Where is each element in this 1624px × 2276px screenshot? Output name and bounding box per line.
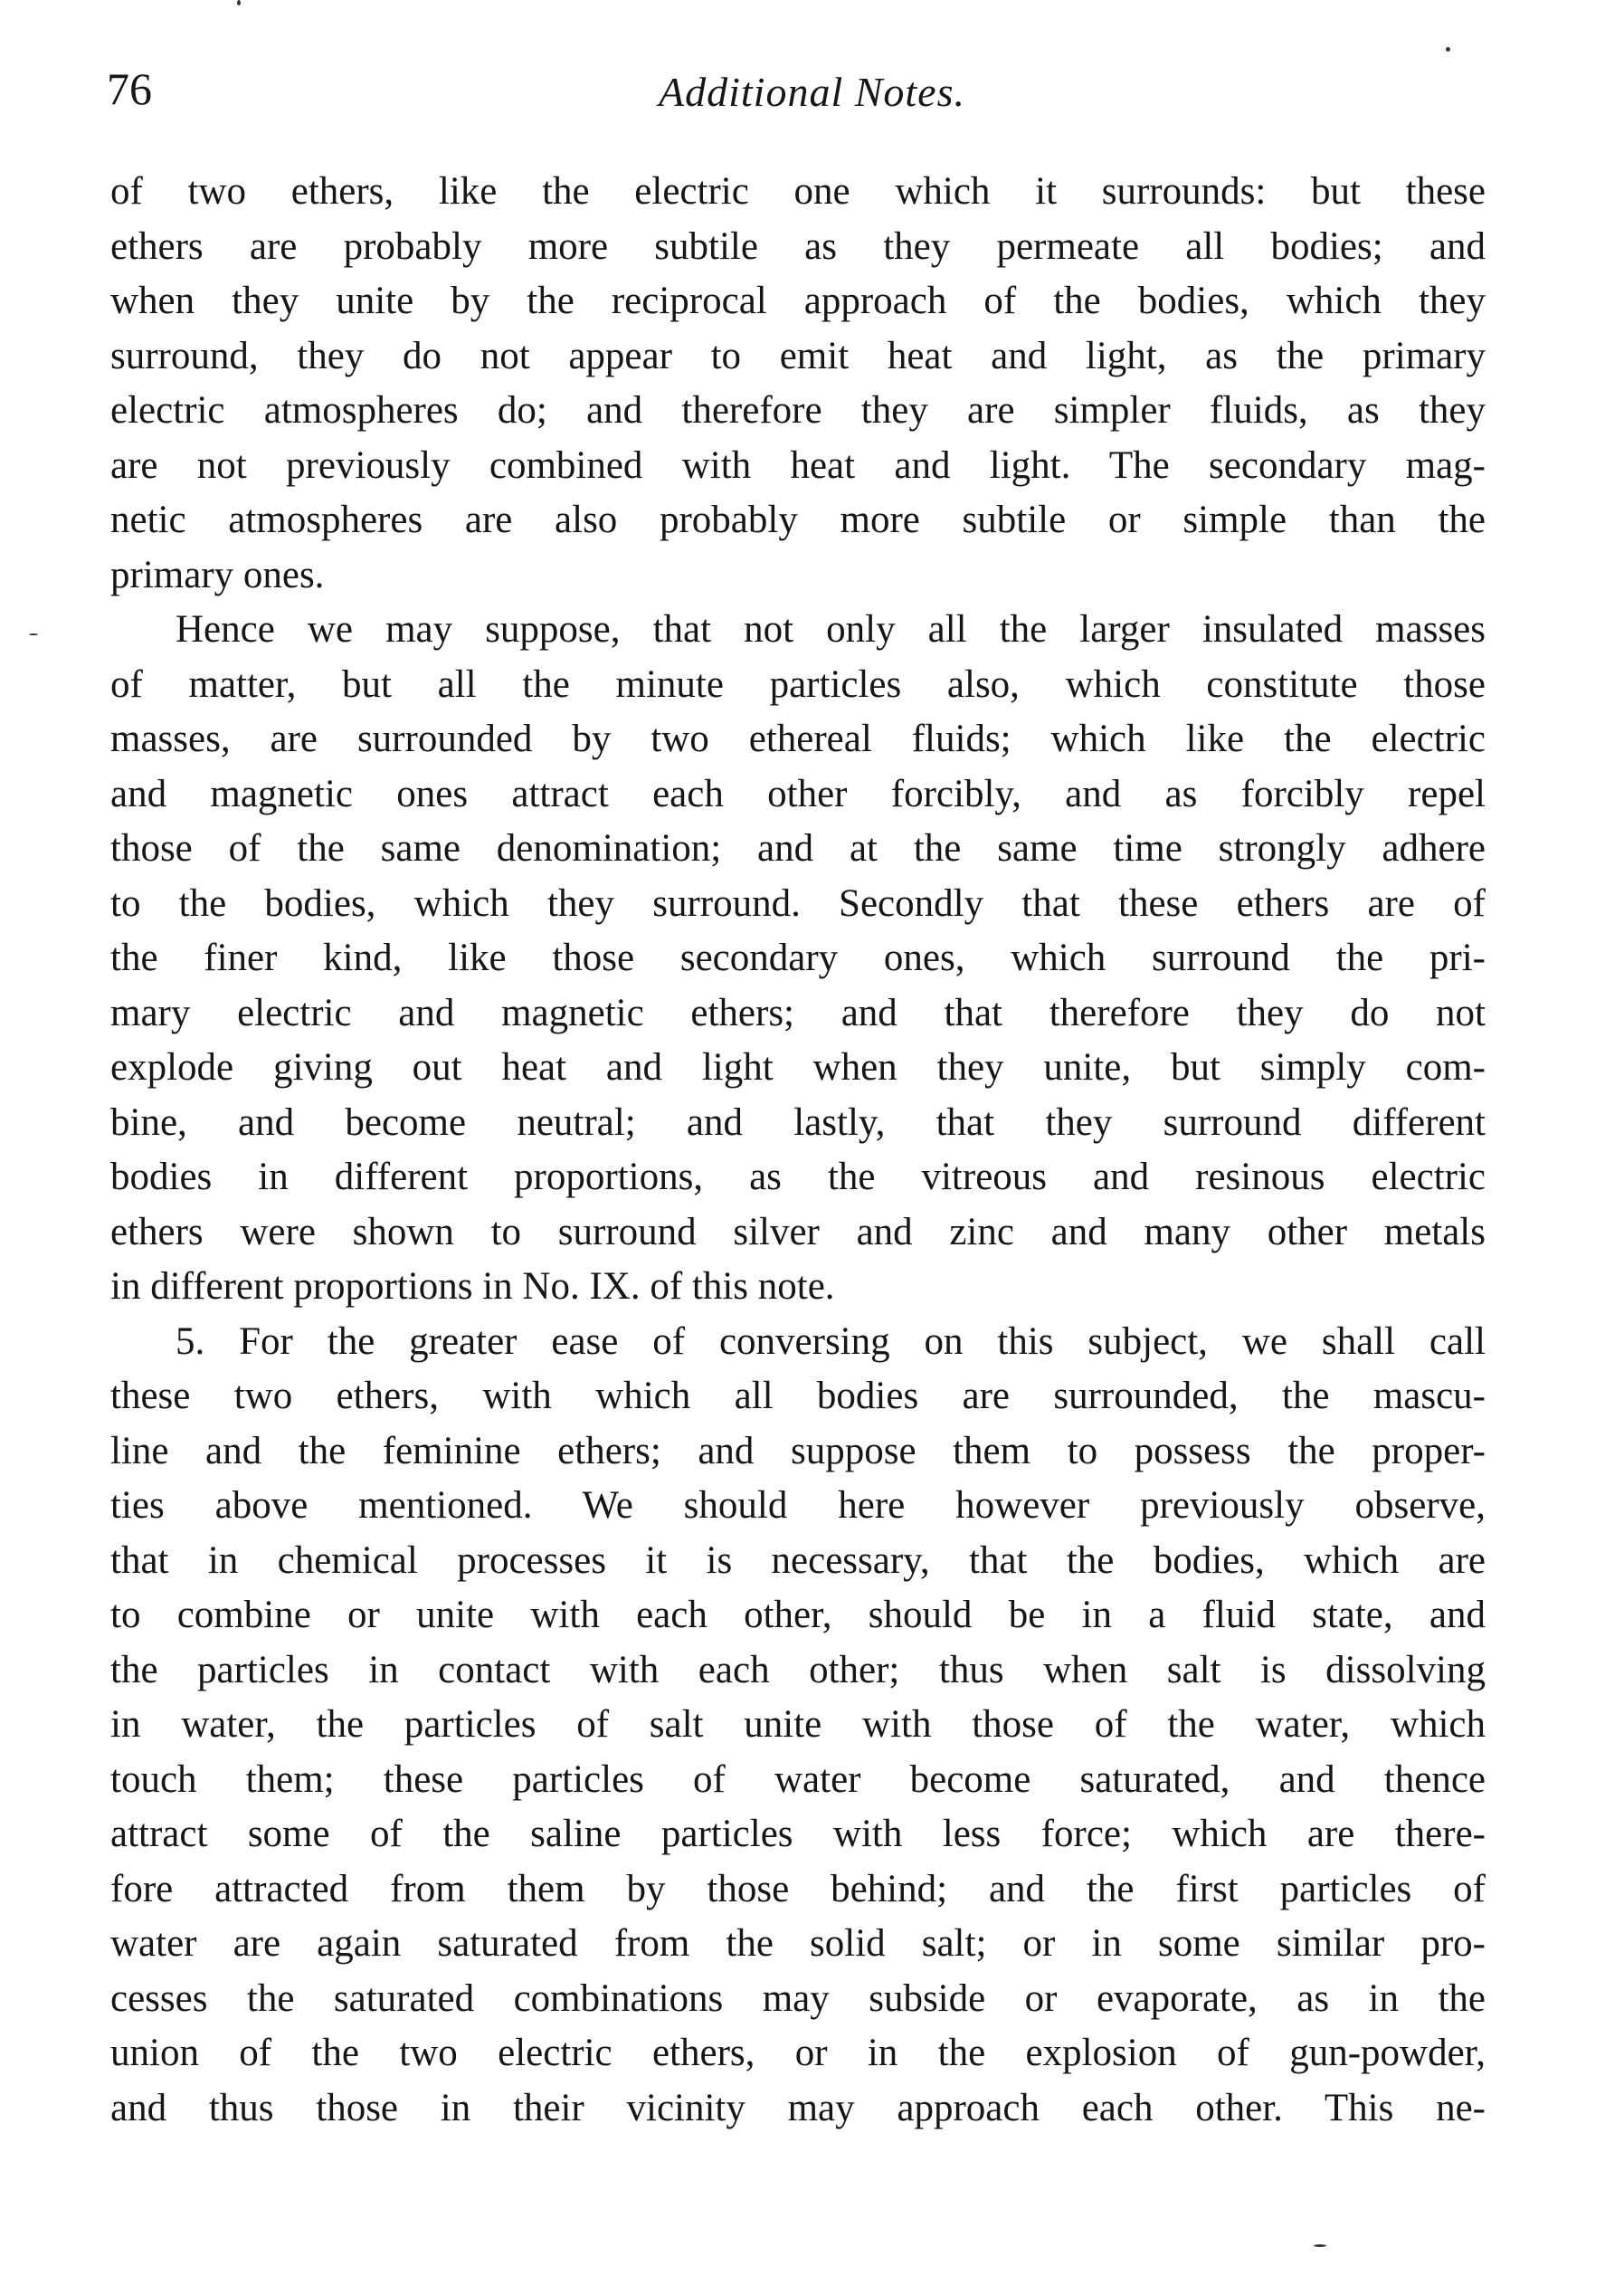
text-line: cesses the saturated combinations may subside or evaporate, as in the [110, 1976, 1486, 2020]
text-line: ties above mentioned. We should here however previously observe, [110, 1484, 1486, 1527]
text-line: and thus those in their vicinity may approach each other. This ne- [110, 2086, 1486, 2129]
text-line: masses, are surrounded by two ethereal fluids; which like the electric [110, 718, 1486, 760]
text-line: the particles in contact with each other; thus when salt is dissolving [110, 1648, 1486, 1691]
text-line: bine, and become neutral; and lastly, that they surround different [110, 1100, 1486, 1144]
paragraph-start-line: 5. For the greater ease of conversing on this subject, we shall call [176, 1319, 1486, 1363]
text-line: netic atmospheres are also probably more subtile or simple than the [110, 499, 1486, 541]
text-line: touch them; these particles of water become saturated, and thence [110, 1757, 1486, 1801]
text-line: primary ones. [110, 553, 325, 596]
scan-speck [1446, 47, 1450, 52]
text-line: and magnetic ones attract each other forcibly, and as forcibly repel [110, 772, 1486, 815]
scan-speck [29, 633, 38, 635]
text-line: line and the feminine ethers; and suppose them to possess the proper- [110, 1429, 1486, 1472]
text-line: the finer kind, like those secondary ones, which surround the pri- [110, 937, 1486, 979]
scan-speck [237, 0, 241, 5]
text-line: ethers were shown to surround silver and zinc and many other metals [110, 1210, 1486, 1253]
scan-speck [1314, 2244, 1326, 2247]
text-line: in water, the particles of salt unite with those of the water, which [110, 1703, 1486, 1746]
running-head-title: Additional Notes. [659, 69, 965, 115]
text-line: to combine or unite with each other, should be in a fluid state, and [110, 1594, 1486, 1636]
text-line: bodies in different proportions, as the vitreous and resinous electric [110, 1156, 1486, 1198]
text-line: surround, they do not appear to emit heat and light, as the primary [110, 334, 1486, 377]
text-line: are not previously combined with heat and light. The secondary mag- [110, 443, 1486, 487]
page-number: 76 [107, 63, 152, 114]
text-line: attract some of the saline particles with less force; which are there- [110, 1813, 1486, 1855]
text-line: of matter, but all the minute particles also, which constitute those [110, 662, 1486, 706]
text-line: explode giving out heat and light when they unite, but simply com- [110, 1046, 1486, 1089]
text-line: water are again saturated from the solid salt; or in some similar pro- [110, 1922, 1486, 1965]
text-line: ethers are probably more subtile as they permeate all bodies; and [110, 224, 1486, 268]
text-line: of two ethers, like the electric one which it surrounds: but these [110, 170, 1486, 213]
text-line: mary electric and magnetic ethers; and that therefore they do not [110, 991, 1486, 1034]
text-line: in different proportions in No. IX. of this note. [110, 1265, 835, 1308]
text-line: when they unite by the reciprocal approach of the bodies, which they [110, 280, 1486, 322]
text-line: fore attracted from them by those behind; and the first particles of [110, 1867, 1486, 1910]
text-line: that in chemical processes it is necessary, that the bodies, which are [110, 1538, 1486, 1582]
text-line: to the bodies, which they surround. Secondly that these ethers are of [110, 881, 1486, 925]
body-text [110, 165, 1486, 2136]
text-line: those of the same denomination; and at the same time strongly adhere [110, 827, 1486, 870]
paragraph-start-line: Hence we may suppose, that not only all the larger insulated masses [176, 608, 1486, 651]
text-line: union of the two electric ethers, or in the explosion of gun-powder, [110, 2032, 1486, 2074]
text-line: electric atmospheres do; and therefore they are simpler fluids, as they [110, 389, 1486, 432]
text-line: these two ethers, with which all bodies are surrounded, the mascu- [110, 1375, 1486, 1417]
